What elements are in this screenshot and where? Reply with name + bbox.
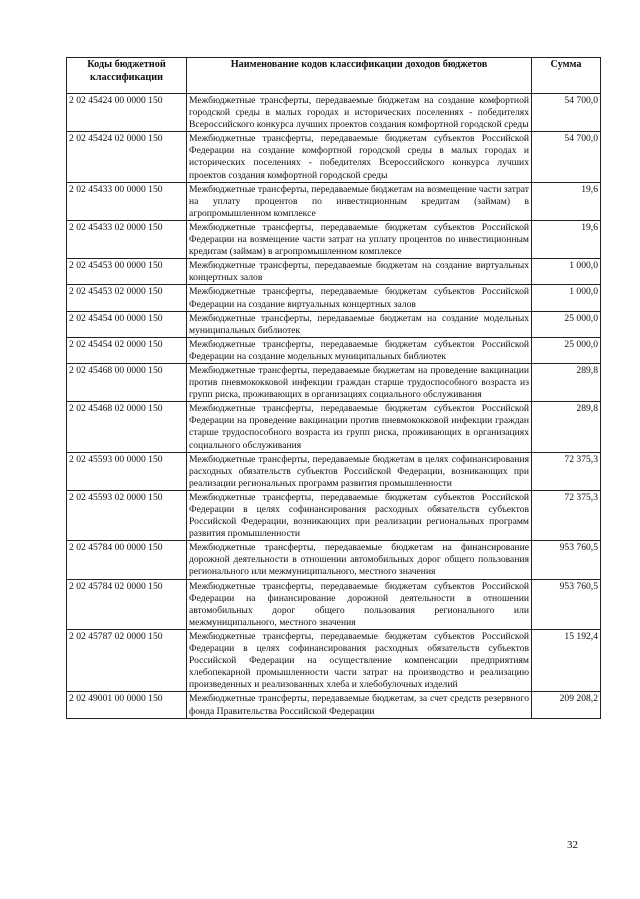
table-row <box>67 259 601 285</box>
table-row <box>67 579 601 629</box>
budget-code-cell: 2 02 45453 00 0000 150 <box>67 259 187 285</box>
table-row <box>67 452 601 490</box>
amount-cell: 19,6 <box>532 182 601 220</box>
page-number: 32 <box>567 839 578 851</box>
revenue-name-cell: Межбюджетные трансферты, передаваемые бюджетам, за счет средств резервного фонда Правительства Российской Федерации <box>187 692 532 718</box>
budget-classification-table <box>66 57 601 719</box>
table-row <box>67 132 601 182</box>
amount-cell: 54 700,0 <box>532 94 601 132</box>
budget-code-cell: 2 02 45784 02 0000 150 <box>67 579 187 629</box>
amount-cell: 72 375,3 <box>532 452 601 490</box>
budget-code-cell: 2 02 45593 02 0000 150 <box>67 490 187 540</box>
budget-code-cell: 2 02 45784 00 0000 150 <box>67 541 187 579</box>
revenue-name-cell: Межбюджетные трансферты, передаваемые бюджетам в целях софинансирования расходных обязательств субъектов Российской Федерации, возникающих при реализации региональных программ развития промышленности <box>187 452 532 490</box>
budget-code-cell: 2 02 45454 02 0000 150 <box>67 337 187 363</box>
table-row <box>67 94 601 132</box>
header-sum: Сумма <box>532 58 601 94</box>
header-codes: Коды бюджетной классификации <box>67 58 187 94</box>
budget-code-cell: 2 02 45424 02 0000 150 <box>67 132 187 182</box>
budget-code-cell: 2 02 45454 00 0000 150 <box>67 311 187 337</box>
table-row <box>67 285 601 311</box>
table-row <box>67 311 601 337</box>
header-name: Наименование кодов классификации доходов бюджетов <box>187 58 532 94</box>
amount-cell: 25 000,0 <box>532 337 601 363</box>
amount-cell: 1 000,0 <box>532 285 601 311</box>
table-row <box>67 337 601 363</box>
revenue-name-cell: Межбюджетные трансферты, передаваемые бюджетам на возмещение части затрат на уплату процентов по инвестиционным кредитам (займам) в агропромышленном комплексе <box>187 182 532 220</box>
table-row <box>67 541 601 579</box>
table-row <box>67 363 601 401</box>
revenue-name-cell: Межбюджетные трансферты, передаваемые бюджетам на создание комфортной городской среды в малых городах и исторических поселениях - победителях Всероссийского конкурса лучших проектов создания комфортной городской среды <box>187 94 532 132</box>
budget-code-cell: 2 02 45433 00 0000 150 <box>67 182 187 220</box>
revenue-name-cell: Межбюджетные трансферты, передаваемые бюджетам на создание модельных муниципальных библиотек <box>187 311 532 337</box>
budget-code-cell: 2 02 45787 02 0000 150 <box>67 629 187 691</box>
amount-cell: 953 760,5 <box>532 541 601 579</box>
table-row <box>67 182 601 220</box>
table-row <box>67 220 601 258</box>
amount-cell: 54 700,0 <box>532 132 601 182</box>
table-row <box>67 629 601 691</box>
revenue-name-cell: Межбюджетные трансферты, передаваемые бюджетам субъектов Российской Федерации на возмещение части затрат на уплату процентов по инвестиционным кредитам (займам) в агропромышленном комплексе <box>187 220 532 258</box>
revenue-name-cell: Межбюджетные трансферты, передаваемые бюджетам на создание виртуальных концертных залов <box>187 259 532 285</box>
amount-cell: 289,8 <box>532 363 601 401</box>
revenue-name-cell: Межбюджетные трансферты, передаваемые бюджетам на проведение вакцинации против пневмококковой инфекции граждан старше трудоспособного возраста из групп риска, проживающих в организациях социального обслуживания <box>187 363 532 401</box>
revenue-name-cell: Межбюджетные трансферты, передаваемые бюджетам субъектов Российской Федерации на проведение вакцинации против пневмококковой инфекции граждан старше трудоспособного возраста из групп риска, проживающих в организациях социального обслуживания <box>187 402 532 452</box>
table-header-row <box>67 58 601 94</box>
budget-code-cell: 2 02 49001 00 0000 150 <box>67 692 187 718</box>
amount-cell: 19,6 <box>532 220 601 258</box>
revenue-name-cell: Межбюджетные трансферты, передаваемые бюджетам субъектов Российской Федерации на создание комфортной городской среды в малых городах и исторических поселениях - победителях Всероссийского конкурса лучших проектов создания комфортной городской среды <box>187 132 532 182</box>
budget-code-cell: 2 02 45468 00 0000 150 <box>67 363 187 401</box>
revenue-name-cell: Межбюджетные трансферты, передаваемые бюджетам субъектов Российской Федерации на создание виртуальных концертных залов <box>187 285 532 311</box>
budget-code-cell: 2 02 45593 00 0000 150 <box>67 452 187 490</box>
revenue-name-cell: Межбюджетные трансферты, передаваемые бюджетам субъектов Российской Федерации в целях софинансирования расходных обязательств субъектов Российской Федерации, возникающих при реализации региональных программ развития промышленности <box>187 490 532 540</box>
amount-cell: 72 375,3 <box>532 490 601 540</box>
amount-cell: 289,8 <box>532 402 601 452</box>
table-body <box>67 94 601 719</box>
table-row <box>67 692 601 718</box>
amount-cell: 1 000,0 <box>532 259 601 285</box>
amount-cell: 25 000,0 <box>532 311 601 337</box>
budget-code-cell: 2 02 45433 02 0000 150 <box>67 220 187 258</box>
amount-cell: 209 208,2 <box>532 692 601 718</box>
budget-code-cell: 2 02 45453 02 0000 150 <box>67 285 187 311</box>
amount-cell: 15 192,4 <box>532 629 601 691</box>
table-row <box>67 402 601 452</box>
budget-code-cell: 2 02 45468 02 0000 150 <box>67 402 187 452</box>
revenue-name-cell: Межбюджетные трансферты, передаваемые бюджетам на финансирование дорожной деятельности в отношении автомобильных дорог общего пользования регионального или межмуниципального, местного значения <box>187 541 532 579</box>
revenue-name-cell: Межбюджетные трансферты, передаваемые бюджетам субъектов Российской Федерации на создание модельных муниципальных библиотек <box>187 337 532 363</box>
revenue-name-cell: Межбюджетные трансферты, передаваемые бюджетам субъектов Российской Федерации в целях софинансирования расходных обязательств субъектов Российской Федерации на осуществление компенсации предприятиям хлебопекарной промышленности части затрат на производство и реализацию произведенных и реализованных хлеба и хлебобулочных изделий <box>187 629 532 691</box>
budget-code-cell: 2 02 45424 00 0000 150 <box>67 94 187 132</box>
revenue-name-cell: Межбюджетные трансферты, передаваемые бюджетам субъектов Российской Федерации на финансирование дорожной деятельности в отношении автомобильных дорог общего пользования регионального или межмуниципального, местного значения <box>187 579 532 629</box>
table-row <box>67 490 601 540</box>
amount-cell: 953 760,5 <box>532 579 601 629</box>
